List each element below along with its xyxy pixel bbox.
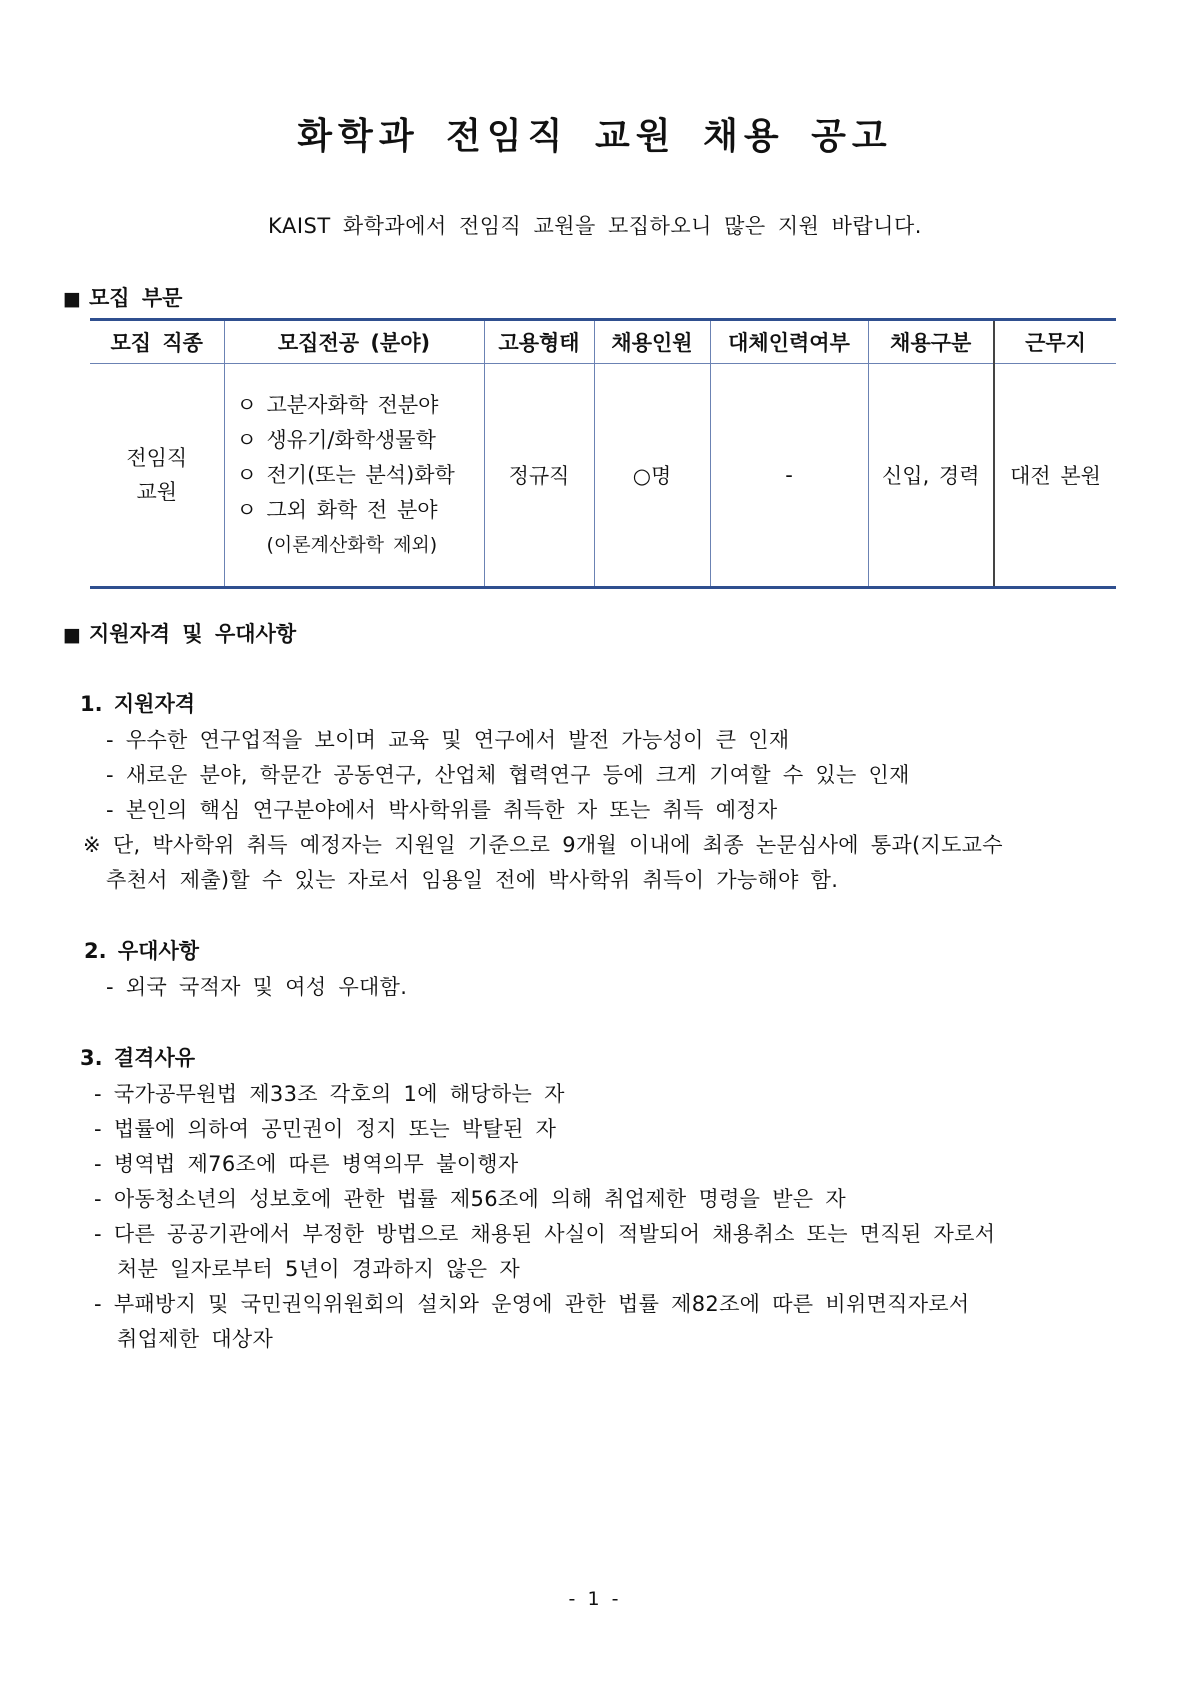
page-number: - 1 - bbox=[568, 1588, 622, 1610]
field-item-text: 고분자화학 전분야 bbox=[266, 392, 439, 417]
disqualification-item: - 국가공무원법 제33조 각호의 1에 해당하는 자 bbox=[94, 1082, 565, 1106]
disqualification-item: - 부패방지 및 국민권익위원회의 설치와 운영에 관한 법률 제82조에 따른 비위면직자로서 bbox=[94, 1292, 970, 1316]
qualification-item: - 우수한 연구업적을 보이며 교육 및 연구에서 발전 가능성이 큰 인재 bbox=[106, 728, 790, 752]
section-heading-recruitment bbox=[63, 282, 182, 312]
section-heading-label: 지원자격 및 우대사항 bbox=[88, 622, 297, 646]
column-header-field: 모집전공 (분야) bbox=[224, 320, 484, 364]
table-row bbox=[90, 364, 1116, 588]
preferences-heading: 2. 우대사항 bbox=[84, 939, 200, 963]
recruitment-table bbox=[90, 318, 1116, 589]
job-type-line1: 전임직 bbox=[126, 446, 188, 470]
job-type-line2: 교원 bbox=[136, 480, 178, 504]
preference-item: - 외국 국적자 및 여성 우대함. bbox=[106, 975, 408, 999]
column-header-employment-type: 고용형태 bbox=[484, 320, 594, 364]
disqualification-item-continuation: 처분 일자로부터 5년이 경과하지 않은 자 bbox=[117, 1257, 520, 1281]
disqualification-item: - 다른 공공기관에서 부정한 방법으로 채용된 사실이 적발되어 채용취소 또는 면직된 자로서 bbox=[94, 1222, 996, 1246]
cell-substitute: - bbox=[710, 364, 868, 588]
cell-employment-type: 정규직 bbox=[484, 364, 594, 588]
section-heading-label: 모집 부문 bbox=[88, 286, 183, 310]
disqualifications-heading: 3. 결격사유 bbox=[80, 1046, 196, 1070]
circle-bullet-icon: ㅇ bbox=[236, 462, 257, 487]
qualification-item: - 새로운 분야, 학문간 공동연구, 산업체 협력연구 등에 크게 기여할 수 있는 인재 bbox=[106, 763, 910, 787]
circle-bullet-icon: ㅇ bbox=[236, 427, 257, 452]
cell-headcount: ○명 bbox=[594, 364, 710, 588]
cell-job-type bbox=[90, 364, 224, 588]
field-item-text: 전기(또는 분석)화학 bbox=[266, 462, 455, 487]
field-item bbox=[237, 493, 484, 528]
qualifications-heading: 1. 지원자격 bbox=[80, 692, 196, 716]
cell-field bbox=[224, 364, 484, 588]
column-header-hiring-category: 채용구분 bbox=[868, 320, 994, 364]
field-list bbox=[225, 388, 484, 563]
field-item bbox=[237, 423, 484, 458]
column-header-substitute: 대체인력여부 bbox=[710, 320, 868, 364]
page-subtitle: KAIST 화학과에서 전임직 교원을 모집하오니 많은 지원 바랍니다. bbox=[268, 214, 922, 238]
cell-hiring-category: 신입, 경력 bbox=[868, 364, 994, 588]
section-heading-qualifications bbox=[63, 618, 296, 648]
disqualification-item-continuation: 취업제한 대상자 bbox=[117, 1327, 274, 1351]
qualification-note-line: 추천서 제출)할 수 있는 자로서 임용일 전에 박사학위 취득이 가능해야 함. bbox=[106, 868, 839, 892]
square-bullet-icon: ■ bbox=[63, 288, 81, 310]
circle-bullet-icon: ㅇ bbox=[236, 497, 257, 522]
circle-bullet-icon: ㅇ bbox=[236, 392, 257, 417]
disqualification-item: - 아동청소년의 성보호에 관한 법률 제56조에 의해 취업제한 명령을 받은 자 bbox=[94, 1187, 846, 1211]
cell-workplace: 대전 본원 bbox=[994, 364, 1116, 588]
field-item-text: 그외 화학 전 분야 bbox=[266, 497, 438, 522]
square-bullet-icon: ■ bbox=[63, 624, 81, 646]
column-header-headcount: 채용인원 bbox=[594, 320, 710, 364]
field-item-text: 생유기/화학생물학 bbox=[266, 427, 436, 452]
field-item bbox=[237, 458, 484, 493]
column-header-job-type: 모집 직종 bbox=[90, 320, 224, 364]
disqualification-item: - 법률에 의하여 공민권이 정지 또는 박탈된 자 bbox=[94, 1117, 557, 1141]
table-header-row bbox=[90, 320, 1116, 364]
qualification-item: - 본인의 핵심 연구분야에서 박사학위를 취득한 자 또는 취득 예정자 bbox=[106, 798, 778, 822]
field-note: (이론계산화학 제외) bbox=[266, 533, 438, 556]
disqualification-item: - 병역법 제76조에 따른 병역의무 불이행자 bbox=[94, 1152, 519, 1176]
column-header-workplace: 근무지 bbox=[994, 320, 1116, 364]
field-item bbox=[237, 388, 484, 423]
qualification-note-line: ※ 단, 박사학위 취득 예정자는 지원일 기준으로 9개월 이내에 최종 논문심사에 통과(지도교수 bbox=[83, 833, 1003, 857]
page-title: 화학과 전임직 교원 채용 공고 bbox=[297, 116, 893, 157]
